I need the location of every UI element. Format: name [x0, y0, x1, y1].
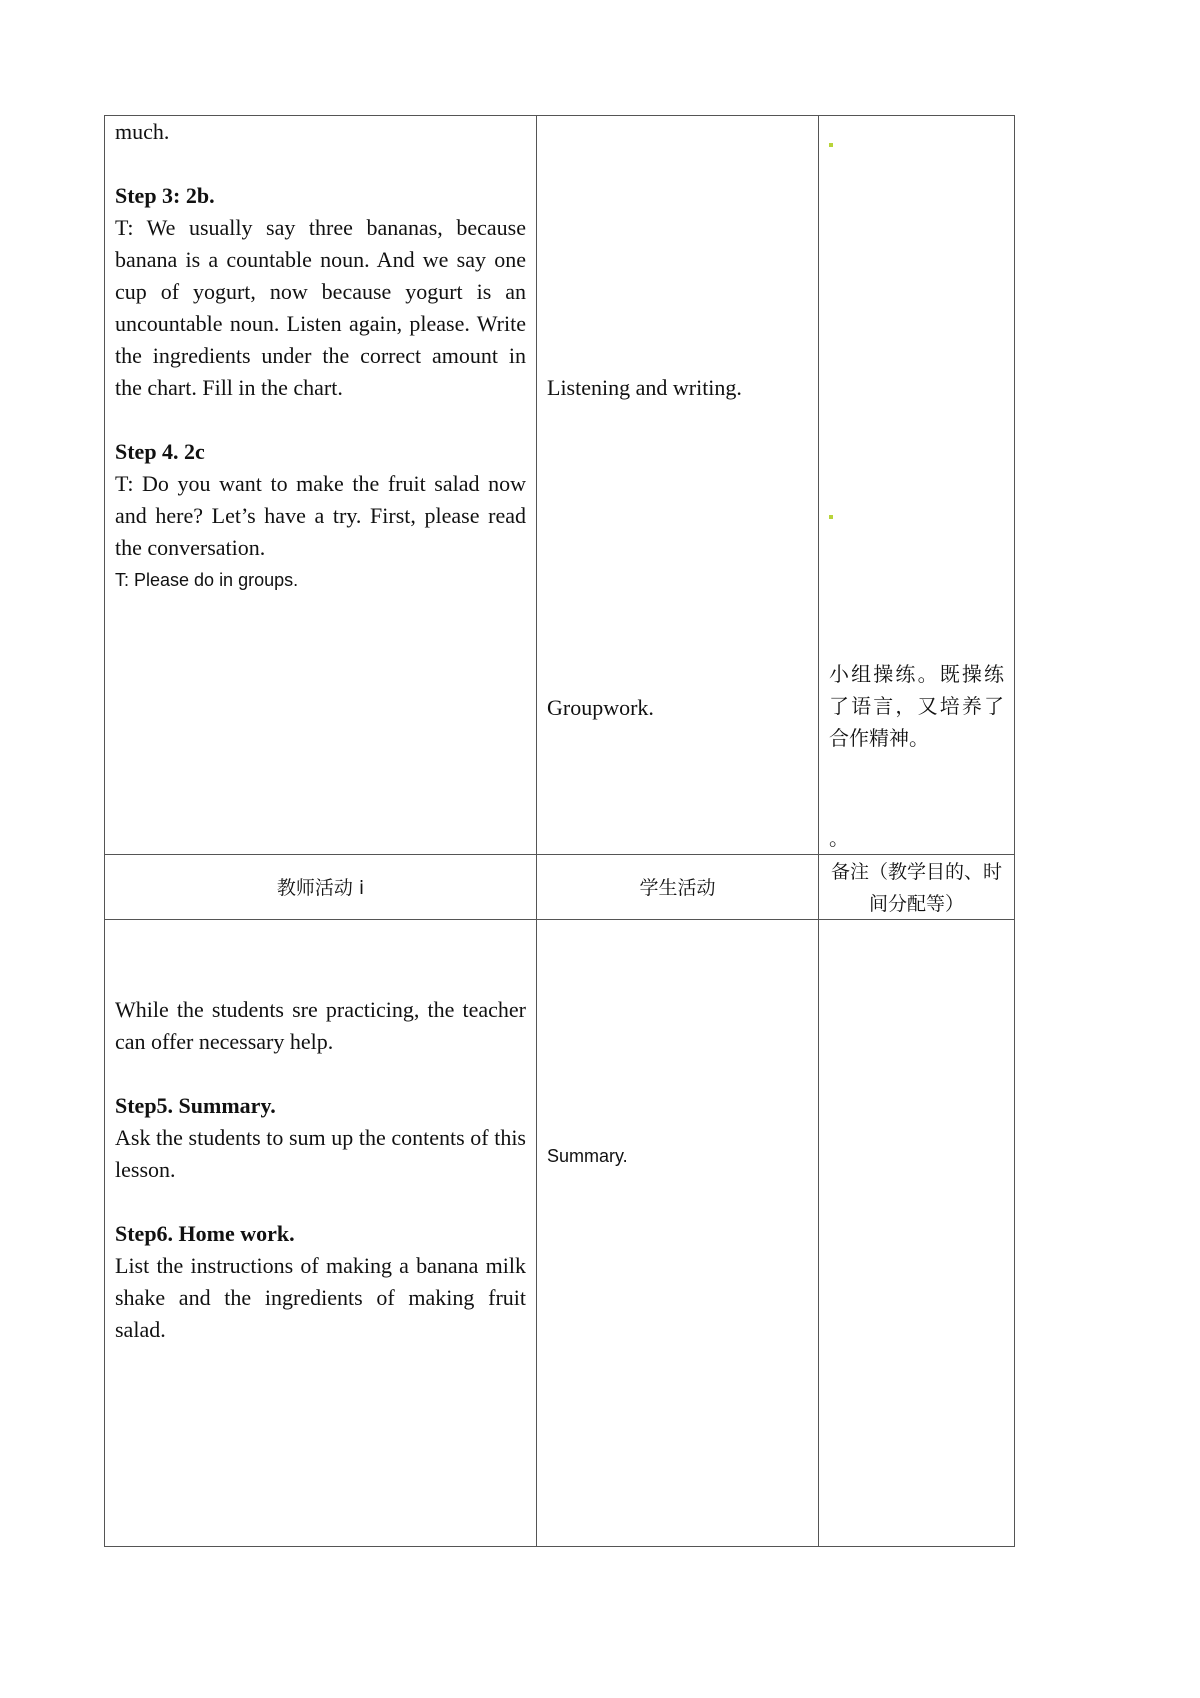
student-activity-cell — [537, 920, 819, 1547]
end-mark: 。 — [829, 826, 849, 850]
notes-cell — [819, 920, 1015, 1547]
step6-text: List the instructions of making a banana milk shake and the ingredients of making fruit salad. — [115, 1253, 526, 1342]
step4-title: Step 4. 2c — [115, 439, 205, 464]
teacher-activity-cell — [105, 920, 537, 1547]
step5-text: Ask the students to sum up the contents of this lesson. — [115, 1125, 526, 1182]
header-student: 学生活动 — [537, 855, 819, 920]
intro-text: much. — [115, 119, 170, 144]
marker-dot — [829, 515, 833, 519]
student-activity-cell — [537, 116, 819, 855]
teacher-activity-cell — [105, 116, 537, 855]
header-notes: 备注（教学目的、时间分配等） — [819, 855, 1015, 920]
step6-title: Step6. Home work. — [115, 1221, 295, 1246]
activity-listening-writing: Listening and writing. — [547, 375, 742, 400]
table-header-row — [105, 855, 1015, 920]
table-row — [105, 920, 1015, 1547]
activity-groupwork: Groupwork. — [547, 695, 654, 720]
activity-summary: Summary. — [547, 1146, 628, 1166]
step4-note: T: Please do in groups. — [115, 570, 299, 590]
notes-cell — [819, 116, 1015, 855]
marker-dot — [829, 143, 833, 147]
practice-text: While the students sre practicing, the teacher can offer necessary help. — [115, 997, 526, 1054]
group-note: 小组操练。既操练了语言，又培养了合作精神。 — [829, 662, 1004, 750]
table-row — [105, 116, 1015, 855]
step4-text: T: Do you want to make the fruit salad now and here? Let’s have a try. First, please read the conversation. — [115, 471, 526, 560]
step5-title: Step5. Summary. — [115, 1093, 276, 1118]
step3-text: T: We usually say three bananas, because banana is a countable noun. And we say one cup of yogurt, now because yogurt is an uncountable noun. Listen again, please. Write the ingredients under the correct amount in the chart. Fill in the chart. — [115, 215, 526, 400]
step3-title: Step 3: 2b. — [115, 183, 215, 208]
lesson-plan-table — [104, 115, 1015, 1547]
header-teacher: 教师活动 i — [105, 855, 537, 920]
